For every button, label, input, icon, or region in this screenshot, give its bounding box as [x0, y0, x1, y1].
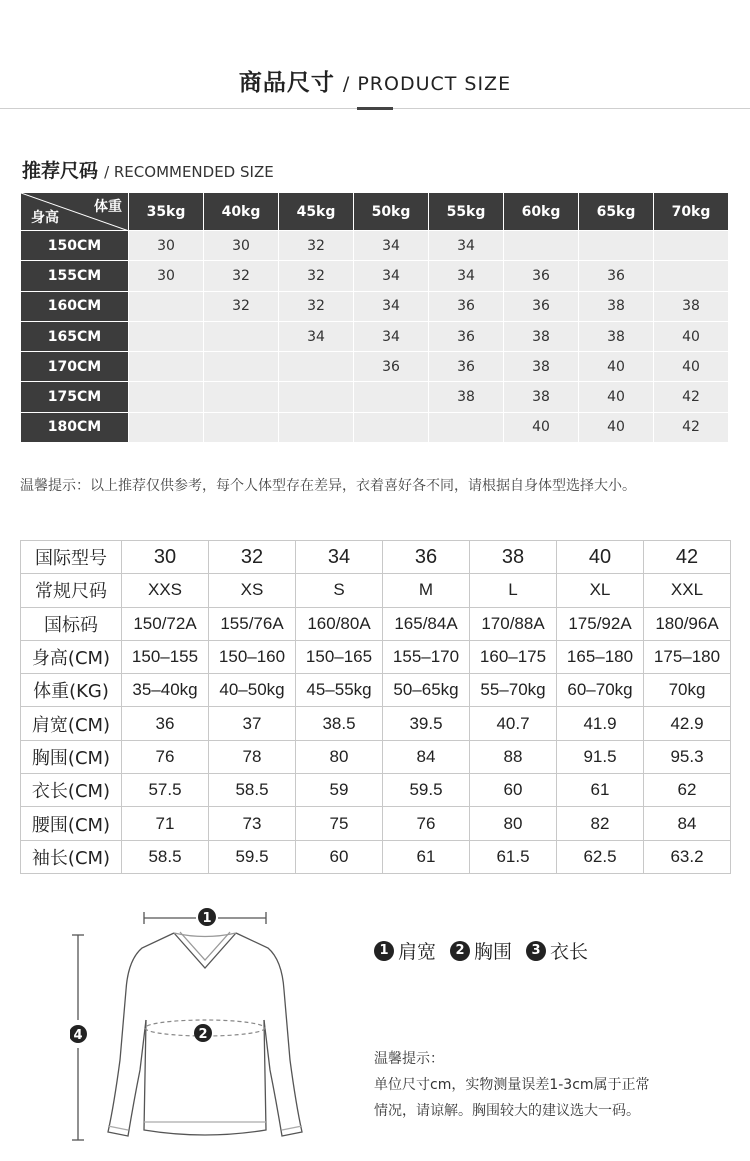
size-cell: 32 [204, 261, 279, 291]
header-accent-bar [357, 107, 393, 110]
corner-height-label: 身高 [31, 210, 59, 226]
spec-cell: 160–175 [470, 640, 557, 673]
spec-cell: 155/76A [209, 607, 296, 640]
svg-text:2: 2 [198, 1027, 208, 1042]
spec-cell: 71 [122, 807, 209, 840]
spec-cell: 59.5 [209, 840, 296, 873]
size-cell [129, 412, 204, 442]
weight-header: 50kg [354, 193, 429, 231]
weight-header: 40kg [204, 193, 279, 231]
size-cell: 38 [504, 321, 579, 351]
spec-label: 肩宽(CM) [21, 707, 122, 740]
spec-cell: 82 [557, 807, 644, 840]
size-cell: 40 [579, 382, 654, 412]
weight-header: 70kg [654, 193, 729, 231]
spec-cell: 50–65kg [383, 674, 470, 707]
table-row [21, 231, 729, 261]
title-en: / PRODUCT SIZE [342, 73, 512, 95]
page-header [0, 0, 750, 110]
spec-label: 衣长(CM) [21, 774, 122, 807]
size-cell: 40 [579, 352, 654, 382]
spec-cell: 40–50kg [209, 674, 296, 707]
table-row [21, 640, 731, 673]
table-row [21, 774, 731, 807]
size-cell: 34 [354, 231, 429, 261]
recommended-title-cn: 推荐尺码 [22, 160, 99, 182]
legend-number: 3 [526, 941, 546, 961]
legend-item-chest [450, 937, 512, 964]
size-cell [204, 321, 279, 351]
spec-cell: 165–180 [557, 640, 644, 673]
measurement-note [374, 1046, 650, 1124]
height-header: 165CM [21, 321, 129, 351]
size-cell: 42 [654, 382, 729, 412]
legend-label: 胸围 [474, 941, 513, 963]
table-row [21, 352, 729, 382]
spec-cell: 58.5 [209, 774, 296, 807]
spec-cell: 84 [644, 807, 731, 840]
spec-cell: 76 [383, 807, 470, 840]
height-header: 180CM [21, 412, 129, 442]
spec-cell: 88 [470, 740, 557, 773]
spec-cell: 70kg [644, 674, 731, 707]
recommendation-note: 温馨提示：以上推荐仅供参考，每个人体型存在差异，衣着喜好各不同，请根据自身体型选择大小。 [20, 478, 636, 494]
spec-cell: 175–180 [644, 640, 731, 673]
size-cell: 34 [429, 231, 504, 261]
size-cell: 34 [354, 261, 429, 291]
spec-label: 常规尺码 [21, 574, 122, 607]
size-cell: 40 [654, 352, 729, 382]
spec-cell: 37 [209, 707, 296, 740]
height-header: 155CM [21, 261, 129, 291]
spec-cell: 73 [209, 807, 296, 840]
size-spec-table [20, 540, 731, 874]
size-cell [429, 412, 504, 442]
size-cell [129, 291, 204, 321]
weight-header: 35kg [129, 193, 204, 231]
height-header: 175CM [21, 382, 129, 412]
weight-header: 55kg [429, 193, 504, 231]
spec-cell: 36 [122, 707, 209, 740]
size-cell: 36 [429, 291, 504, 321]
spec-cell: L [470, 574, 557, 607]
spec-cell: 38.5 [296, 707, 383, 740]
spec-cell: 60 [296, 840, 383, 873]
recommended-title-en: / RECOMMENDED SIZE [104, 163, 274, 181]
legend-item-shoulder [374, 937, 436, 964]
spec-cell: 36 [383, 541, 470, 574]
size-cell: 38 [579, 291, 654, 321]
size-cell [654, 261, 729, 291]
size-cell: 32 [279, 231, 354, 261]
spec-cell: 175/92A [557, 607, 644, 640]
spec-label: 胸围(CM) [21, 740, 122, 773]
spec-cell: 30 [122, 541, 209, 574]
size-cell [129, 321, 204, 351]
table-row [21, 412, 729, 442]
spec-cell: 61.5 [470, 840, 557, 873]
sweater-diagram [70, 900, 350, 1155]
marker-2 [194, 1024, 212, 1042]
size-cell: 40 [654, 321, 729, 351]
size-cell [204, 412, 279, 442]
spec-label: 国际型号 [21, 541, 122, 574]
table-row [21, 607, 731, 640]
spec-cell: XL [557, 574, 644, 607]
spec-cell: 61 [557, 774, 644, 807]
spec-cell: 62.5 [557, 840, 644, 873]
legend-label: 衣长 [550, 941, 589, 963]
size-cell: 36 [429, 352, 504, 382]
legend-number: 2 [450, 941, 470, 961]
measurement-legend [374, 937, 588, 964]
spec-cell: 59.5 [383, 774, 470, 807]
size-cell [504, 231, 579, 261]
spec-cell: 34 [296, 541, 383, 574]
spec-cell: 35–40kg [122, 674, 209, 707]
weight-header: 45kg [279, 193, 354, 231]
size-cell: 36 [429, 321, 504, 351]
spec-cell: 150–155 [122, 640, 209, 673]
size-cell: 34 [429, 261, 504, 291]
spec-cell: XXL [644, 574, 731, 607]
size-cell: 38 [504, 352, 579, 382]
spec-cell: 62 [644, 774, 731, 807]
measurement-note-title: 温馨提示： [374, 1051, 444, 1067]
size-cell [129, 352, 204, 382]
spec-label: 腰围(CM) [21, 807, 122, 840]
size-cell: 36 [504, 261, 579, 291]
size-cell: 34 [354, 321, 429, 351]
spec-cell: 160/80A [296, 607, 383, 640]
spec-cell: 75 [296, 807, 383, 840]
size-cell: 36 [354, 352, 429, 382]
table-row [21, 541, 731, 574]
size-cell: 30 [129, 261, 204, 291]
size-cell: 32 [279, 261, 354, 291]
table-row [21, 740, 731, 773]
size-cell [354, 412, 429, 442]
recommended-title [22, 156, 274, 183]
measurement-note-line1: 单位尺寸cm，实物测量误差1-3cm属于正常 [374, 1077, 650, 1093]
spec-cell: 39.5 [383, 707, 470, 740]
spec-cell: 63.2 [644, 840, 731, 873]
legend-number: 1 [374, 941, 394, 961]
spec-cell: XXS [122, 574, 209, 607]
height-header: 170CM [21, 352, 129, 382]
table-row [21, 674, 731, 707]
recommended-size-table [20, 192, 729, 443]
size-cell [279, 382, 354, 412]
weight-header: 65kg [579, 193, 654, 231]
spec-cell: 60 [470, 774, 557, 807]
table-row [21, 261, 729, 291]
spec-cell: 80 [296, 740, 383, 773]
spec-label: 袖长(CM) [21, 840, 122, 873]
spec-cell: 40 [557, 541, 644, 574]
weight-header: 60kg [504, 193, 579, 231]
spec-cell: S [296, 574, 383, 607]
size-cell [279, 412, 354, 442]
spec-cell: 80 [470, 807, 557, 840]
spec-cell: 42.9 [644, 707, 731, 740]
spec-cell: M [383, 574, 470, 607]
size-cell: 40 [579, 412, 654, 442]
spec-cell: 150/72A [122, 607, 209, 640]
spec-cell: 95.3 [644, 740, 731, 773]
size-cell: 38 [504, 382, 579, 412]
spec-label: 体重(KG) [21, 674, 122, 707]
corner-weight-label: 体重 [94, 199, 122, 215]
table-row [21, 807, 731, 840]
title-cn: 商品尺寸 [238, 70, 335, 96]
marker-1 [198, 908, 216, 926]
size-cell [279, 352, 354, 382]
table-row [21, 574, 731, 607]
size-cell: 36 [504, 291, 579, 321]
size-cell: 30 [204, 231, 279, 261]
table-row [21, 382, 729, 412]
spec-cell: 40.7 [470, 707, 557, 740]
spec-label: 身高(CM) [21, 640, 122, 673]
size-cell: 34 [279, 321, 354, 351]
size-cell [654, 231, 729, 261]
spec-cell: 42 [644, 541, 731, 574]
page-title [0, 64, 750, 97]
size-cell [204, 382, 279, 412]
spec-cell: 60–70kg [557, 674, 644, 707]
height-header: 150CM [21, 231, 129, 261]
table-row [21, 840, 731, 873]
size-cell [354, 382, 429, 412]
spec-cell: 55–70kg [470, 674, 557, 707]
marker-4 [70, 1025, 87, 1043]
spec-cell: 76 [122, 740, 209, 773]
spec-cell: 32 [209, 541, 296, 574]
spec-cell: 155–170 [383, 640, 470, 673]
svg-text:1: 1 [202, 911, 212, 926]
size-cell: 32 [204, 291, 279, 321]
spec-cell: 41.9 [557, 707, 644, 740]
measurement-note-line2: 情况，请谅解。胸围较大的建议选大一码。 [374, 1103, 640, 1119]
size-cell: 36 [579, 261, 654, 291]
size-cell: 32 [279, 291, 354, 321]
spec-cell: 150–165 [296, 640, 383, 673]
size-cell: 34 [354, 291, 429, 321]
height-header: 160CM [21, 291, 129, 321]
spec-cell: 180/96A [644, 607, 731, 640]
spec-cell: 170/88A [470, 607, 557, 640]
corner-cell [21, 193, 129, 231]
spec-cell: 165/84A [383, 607, 470, 640]
size-cell: 30 [129, 231, 204, 261]
spec-cell: 84 [383, 740, 470, 773]
size-cell [204, 352, 279, 382]
spec-cell: 38 [470, 541, 557, 574]
spec-cell: 91.5 [557, 740, 644, 773]
spec-cell: 150–160 [209, 640, 296, 673]
spec-cell: 78 [209, 740, 296, 773]
size-cell: 40 [504, 412, 579, 442]
svg-text:4: 4 [73, 1028, 83, 1043]
spec-cell: 58.5 [122, 840, 209, 873]
table-row [21, 291, 729, 321]
spec-cell: XS [209, 574, 296, 607]
table-row [21, 321, 729, 351]
size-cell [579, 231, 654, 261]
size-cell [129, 382, 204, 412]
size-cell: 42 [654, 412, 729, 442]
spec-label: 国标码 [21, 607, 122, 640]
spec-cell: 45–55kg [296, 674, 383, 707]
recommended-header-row [21, 193, 729, 231]
size-cell: 38 [579, 321, 654, 351]
table-row [21, 707, 731, 740]
spec-cell: 57.5 [122, 774, 209, 807]
size-cell: 38 [654, 291, 729, 321]
spec-cell: 59 [296, 774, 383, 807]
size-cell: 38 [429, 382, 504, 412]
legend-label: 肩宽 [398, 941, 437, 963]
spec-cell: 61 [383, 840, 470, 873]
legend-item-length [526, 937, 588, 964]
